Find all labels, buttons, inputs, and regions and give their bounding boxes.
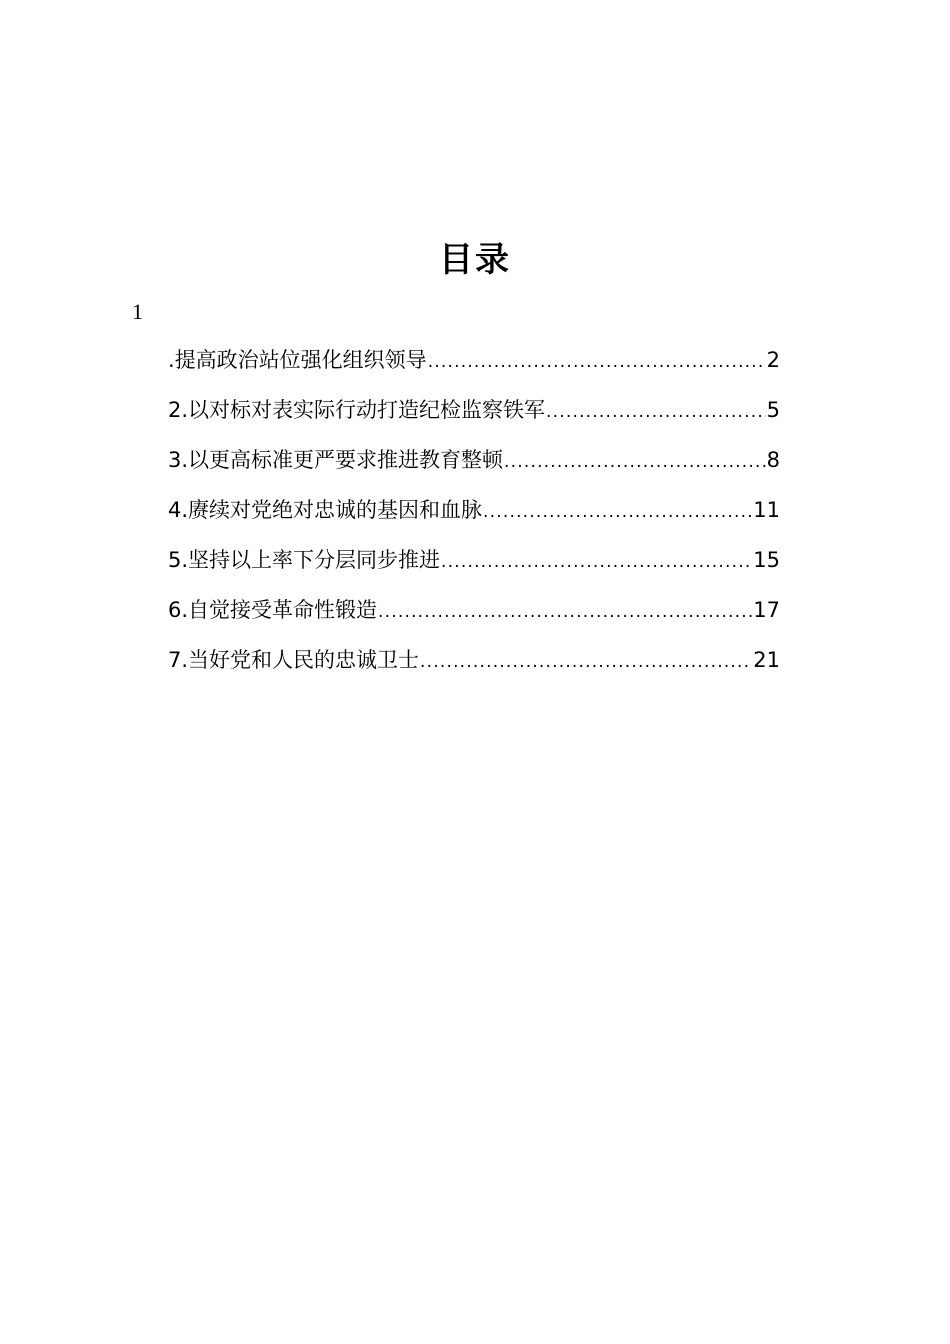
toc-entry-page: 15 (753, 548, 780, 572)
toc-entry-text: 当好党和人民的忠诚卫士 (188, 648, 420, 672)
toc-entry-text: 提高政治站位强化组织领导 (174, 348, 427, 372)
toc-entry-page: 5 (766, 398, 780, 422)
toc-entry-text: 赓续对党绝对忠诚的基因和血脉 (188, 498, 483, 522)
toc-entry-text: 自觉接受革命性锻造 (188, 598, 378, 622)
toc-entry-page: 11 (753, 498, 780, 522)
toc-entry-number: 6. (168, 598, 189, 622)
toc-leader-dots (441, 544, 752, 580)
toc-entry[interactable] (168, 392, 780, 442)
toc-entry-page: 21 (753, 648, 780, 672)
toc-entry-number: 4. (168, 498, 189, 522)
toc-entry-page: 2 (766, 348, 780, 372)
toc-entry-text: 坚持以上率下分层同步推进 (188, 548, 441, 572)
toc-entry-page: 8 (766, 448, 780, 472)
toc-leader-dots (504, 444, 766, 480)
toc-entry[interactable] (168, 442, 780, 492)
toc-entry-number: 7. (168, 648, 189, 672)
toc-entry-text: 以对标对表实际行动打造纪检监察铁军 (188, 398, 546, 422)
toc-list (168, 342, 780, 692)
toc-entry-text: 以更高标准更严要求推进教育整顿 (188, 448, 504, 472)
toc-entry-page: 17 (753, 598, 780, 622)
toc-entry[interactable] (168, 342, 780, 392)
toc-leader-dots (420, 644, 752, 680)
stray-list-number: 1 (132, 299, 143, 324)
toc-entry-number: . (168, 348, 175, 372)
toc-entry-number: 3. (168, 448, 189, 472)
toc-entry-number: 2. (168, 398, 189, 422)
toc-leader-dots (483, 494, 752, 530)
toc-leader-dots (428, 344, 766, 380)
toc-leader-dots (378, 594, 752, 630)
toc-entry[interactable] (168, 542, 780, 592)
toc-leader-dots (546, 394, 766, 430)
toc-entry-number: 5. (168, 548, 189, 572)
toc-entry[interactable] (168, 492, 780, 542)
toc-entry[interactable] (168, 592, 780, 642)
toc-title: 目录 (439, 240, 511, 280)
toc-entry[interactable] (168, 642, 780, 692)
